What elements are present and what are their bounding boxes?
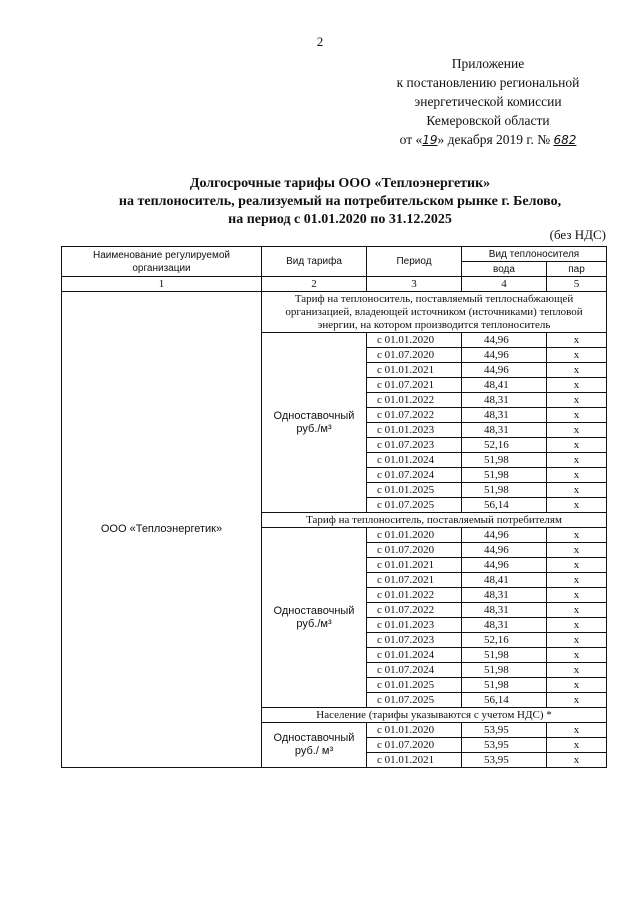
appendix-line-2: к постановлению региональной	[396, 75, 580, 90]
water-tariff-cell: 51,98	[462, 483, 547, 498]
period-cell: с 01.01.2024	[367, 648, 462, 663]
period-cell: с 01.07.2023	[367, 633, 462, 648]
col-number: 2	[262, 277, 367, 292]
water-tariff-cell: 48,41	[462, 573, 547, 588]
vat-note: (без НДС)	[549, 227, 606, 242]
water-tariff-cell: 48,31	[462, 423, 547, 438]
col-number: 5	[547, 277, 607, 292]
date-number: 682	[553, 133, 577, 147]
page-number: 2	[316, 34, 324, 49]
water-tariff-cell: 52,16	[462, 438, 547, 453]
header-period: Период	[367, 247, 462, 277]
period-cell: с 01.01.2022	[367, 393, 462, 408]
steam-tariff-cell: х	[547, 753, 607, 768]
steam-tariff-cell: х	[547, 633, 607, 648]
organization-name: ООО «Теплоэнергетик»	[62, 292, 262, 768]
steam-tariff-cell: х	[547, 393, 607, 408]
appendix-date-line	[378, 130, 598, 150]
period-cell: с 01.07.2022	[367, 603, 462, 618]
period-cell: с 01.07.2021	[367, 573, 462, 588]
tariff-type-cell	[262, 528, 367, 708]
steam-tariff-cell: х	[547, 618, 607, 633]
steam-tariff-cell: х	[547, 738, 607, 753]
col-number: 3	[367, 277, 462, 292]
water-tariff-cell: 51,98	[462, 453, 547, 468]
tariff-table-body	[62, 247, 607, 768]
period-cell: с 01.01.2025	[367, 483, 462, 498]
period-cell: с 01.07.2025	[367, 498, 462, 513]
period-cell: с 01.07.2023	[367, 438, 462, 453]
period-cell: с 01.01.2020	[367, 528, 462, 543]
header-steam: пар	[547, 262, 607, 277]
period-cell: с 01.01.2025	[367, 678, 462, 693]
steam-tariff-cell: х	[547, 408, 607, 423]
steam-tariff-cell: х	[547, 693, 607, 708]
tariff-unit: руб./м³	[296, 617, 332, 630]
period-cell: с 01.01.2020	[367, 723, 462, 738]
water-tariff-cell: 51,98	[462, 678, 547, 693]
period-cell: с 01.01.2023	[367, 618, 462, 633]
water-tariff-cell: 51,98	[462, 648, 547, 663]
steam-tariff-cell: х	[547, 333, 607, 348]
water-tariff-cell: 44,96	[462, 543, 547, 558]
period-cell: с 01.01.2020	[367, 333, 462, 348]
water-tariff-cell: 53,95	[462, 738, 547, 753]
steam-tariff-cell: х	[547, 468, 607, 483]
steam-tariff-cell: х	[547, 663, 607, 678]
header-water: вода	[462, 262, 547, 277]
steam-tariff-cell: х	[547, 678, 607, 693]
steam-tariff-cell: х	[547, 528, 607, 543]
section-title: Тариф на теплоноситель, поставляемый потребителям	[262, 513, 607, 528]
document-title	[40, 175, 640, 229]
period-cell: с 01.07.2025	[367, 693, 462, 708]
section-title-row	[62, 292, 607, 333]
water-tariff-cell: 56,14	[462, 693, 547, 708]
date-day: 19	[422, 133, 438, 147]
period-cell: с 01.07.2020	[367, 543, 462, 558]
col-number: 1	[62, 277, 262, 292]
water-tariff-cell: 48,41	[462, 378, 547, 393]
water-tariff-cell: 56,14	[462, 498, 547, 513]
steam-tariff-cell: х	[547, 558, 607, 573]
appendix-block	[378, 54, 598, 150]
period-cell: с 01.01.2021	[367, 558, 462, 573]
period-cell: с 01.07.2024	[367, 663, 462, 678]
water-tariff-cell: 53,95	[462, 723, 547, 738]
water-tariff-cell: 48,31	[462, 603, 547, 618]
water-tariff-cell: 44,96	[462, 363, 547, 378]
date-middle: » декабря 2019 г. №	[437, 132, 551, 147]
tariff-unit: руб./ м³	[294, 745, 334, 757]
steam-tariff-cell: х	[547, 588, 607, 603]
tariff-type-name: Одноставочный	[273, 732, 355, 744]
steam-tariff-cell: х	[547, 483, 607, 498]
column-number-row	[62, 277, 607, 292]
section-title: Тариф на теплоноситель, поставляемый теплоснабжающей организацией, владеющей источником (источниками) тепловой энергии, на котором производится теплоноситель	[262, 292, 607, 333]
water-tariff-cell: 51,98	[462, 663, 547, 678]
water-tariff-cell: 44,96	[462, 528, 547, 543]
tariff-unit: руб./м³	[296, 422, 332, 435]
steam-tariff-cell: х	[547, 543, 607, 558]
appendix-line-4: Кемеровской области	[426, 113, 550, 128]
header-tariff-type: Вид тарифа	[262, 247, 367, 277]
steam-tariff-cell: х	[547, 498, 607, 513]
header-row	[62, 247, 607, 262]
date-prefix: от «	[399, 132, 423, 147]
period-cell: с 01.01.2021	[367, 363, 462, 378]
tariff-table	[61, 246, 607, 768]
water-tariff-cell: 48,31	[462, 588, 547, 603]
steam-tariff-cell: х	[547, 438, 607, 453]
water-tariff-cell: 44,96	[462, 333, 547, 348]
title-line-2: на теплоноситель, реализуемый на потребительском рынке г. Белово,	[118, 194, 562, 209]
steam-tariff-cell: х	[547, 603, 607, 618]
water-tariff-cell: 53,95	[462, 753, 547, 768]
steam-tariff-cell: х	[547, 378, 607, 393]
period-cell: с 01.01.2022	[367, 588, 462, 603]
period-cell: с 01.01.2024	[367, 453, 462, 468]
steam-tariff-cell: х	[547, 423, 607, 438]
col-number: 4	[462, 277, 547, 292]
tariff-type-name: Одноставочный	[273, 604, 355, 617]
steam-tariff-cell: х	[547, 648, 607, 663]
title-line-1: Долгосрочные тарифы ООО «Теплоэнергетик»	[189, 176, 491, 191]
title-line-3: на период с 01.01.2020 по 31.12.2025	[228, 212, 452, 227]
header-carrier: Вид теплоносителя	[462, 247, 607, 262]
appendix-line-3: энергетической комиссии	[414, 94, 562, 109]
steam-tariff-cell: х	[547, 453, 607, 468]
water-tariff-cell: 52,16	[462, 633, 547, 648]
period-cell: с 01.07.2020	[367, 738, 462, 753]
period-cell: с 01.07.2024	[367, 468, 462, 483]
period-cell: с 01.07.2022	[367, 408, 462, 423]
period-cell: с 01.07.2020	[367, 348, 462, 363]
steam-tariff-cell: х	[547, 573, 607, 588]
steam-tariff-cell: х	[547, 723, 607, 738]
period-cell: с 01.01.2021	[367, 753, 462, 768]
water-tariff-cell: 51,98	[462, 468, 547, 483]
tariff-type-cell	[262, 723, 367, 768]
water-tariff-cell: 44,96	[462, 558, 547, 573]
water-tariff-cell: 48,31	[462, 618, 547, 633]
period-cell: с 01.01.2023	[367, 423, 462, 438]
header-org: Наименование регулируемой организации	[62, 247, 262, 277]
tariff-type-cell	[262, 333, 367, 513]
steam-tariff-cell: х	[547, 348, 607, 363]
water-tariff-cell: 48,31	[462, 393, 547, 408]
section-title: Население (тарифы указываются с учетом НДС) *	[262, 708, 607, 723]
appendix-line-1: Приложение	[451, 56, 525, 71]
period-cell: с 01.07.2021	[367, 378, 462, 393]
water-tariff-cell: 44,96	[462, 348, 547, 363]
water-tariff-cell: 48,31	[462, 408, 547, 423]
steam-tariff-cell: х	[547, 363, 607, 378]
tariff-type-name: Одноставочный	[273, 409, 355, 422]
